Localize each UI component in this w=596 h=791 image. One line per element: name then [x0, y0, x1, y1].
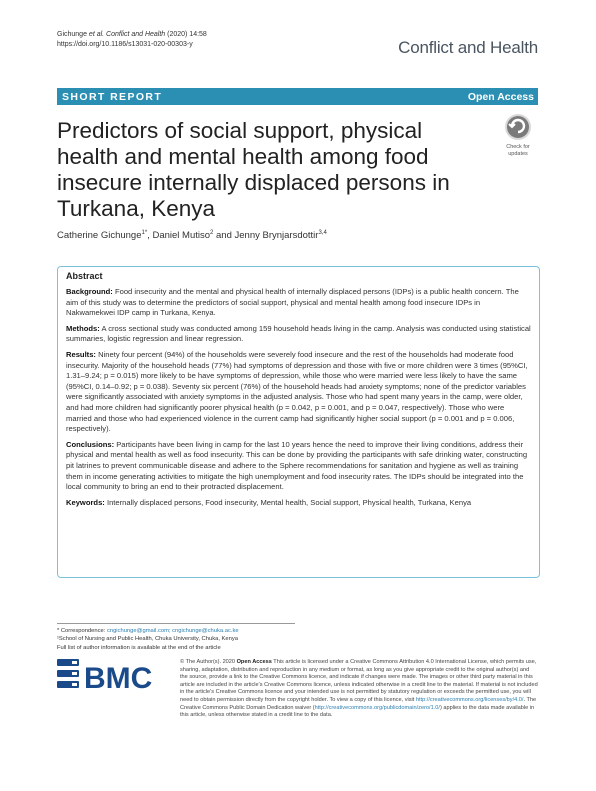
abstract-conclusions: [66, 440, 531, 493]
author-info-note: Full list of author information is available at the end of the article: [57, 644, 221, 651]
license-link-cc0[interactable]: http://creativecommons.org/publicdomain/zero/1.0/: [314, 704, 440, 711]
methods-label: Methods:: [66, 323, 100, 333]
article-type-banner: [57, 88, 538, 105]
abstract-background: [66, 287, 531, 319]
keywords-text: Internally displaced persons, Food insecurity, Mental health, Social support, Physical health, Turkana, Kenya: [106, 497, 472, 507]
author-name: Catherine Gichunge: [57, 230, 142, 242]
license-open-access: Open Access: [236, 659, 272, 665]
affiliation-line: ¹School of Nursing and Public Health, Chuka University, Chuka, Kenya: [57, 636, 238, 643]
author-affiliation: 3,4: [318, 230, 327, 236]
abstract-heading: Abstract: [66, 271, 103, 281]
author-name: Jenny Brynjarsdottir: [234, 230, 319, 242]
correspondence-line: [57, 627, 295, 635]
check-for-updates-icon: [498, 112, 538, 160]
correspondence-prefix: * Correspondence:: [57, 628, 107, 634]
bmc-logo-icon: [57, 657, 169, 695]
citation-line: [57, 30, 207, 40]
license-text-3: ) applies to the data made available in this article, unless otherwise stated in a credit line to the data.: [180, 704, 535, 719]
license-text-1: This article is licensed under a Creative Commons Attribution 4.0 International License, which permits use, sharing, adaptation, distribution and reproduction in any medium or format, as long as you give appropriate credit to the original author(s) and the source, provide a link to the Creative Commons licence, and indicate if changes were made. The images or other third party material in this article are included in the article's Creative Commons licence, unless indicated otherwise in a credit line to the material. If material is not included in the article's Creative Commons licence and your intended use is not permitted by statutory regulation or exceeds the permitted use, you will need to obtain permission directly from the copyright holder. To view a copy of this licence, visit: [180, 659, 538, 703]
keywords-label: Keywords:: [66, 497, 105, 507]
background-label: Background:: [66, 287, 113, 296]
abstract-results: [66, 350, 531, 435]
journal-name: Conflict and Health: [398, 38, 538, 57]
bmc-logo-text: BMC: [84, 662, 153, 695]
author-list: Catherine Gichunge$^{1*}$, Daniel Mutiso$^2$ and Jenny Brynjarsdottir$^{3,4}$: [57, 230, 327, 242]
citation-volume: (2020) 14:58: [165, 31, 207, 38]
author-affiliation: 2: [210, 230, 214, 236]
license-notice: [180, 659, 538, 720]
methods-text: A cross sectional study was conducted among 159 household heads living in the camp. Analysis was conducted using statistical summaries, logistic regression and linear regression.: [66, 323, 531, 344]
abstract-keywords: [66, 498, 531, 509]
abstract-methods: [66, 324, 531, 345]
results-text: Ninety four percent (94%) of the households were severely food insecure and the rest of the households had moderate food insecurity. Majority of the household heads (77%) had symptoms of depression and those with five or more children were 3 times (95%CI, 1.31–9.24; p = 0.015) more likely to be have symptoms of depression, while those who were married were less likely to have the same (95%CI, 0.14–0.92; p = 0.038). Seventy six percent (76%) of the household heads had anxiety symptoms; none of the predictor variables were significantly associated with anxiety symptoms in the adjusted analysis. Those who had spent many years in the camp, were older, and had more children had significantly poorer physical health (p = 0.042, p = 0.001, and p = 0.047, respectively). Those who were married and those who had experienced violence in the current camp had significantly higher social support (p = 0.001 and p = 0.006, respectively).: [66, 349, 528, 434]
open-access-label: Open Access: [467, 91, 534, 103]
badge-line1: Check for: [506, 144, 530, 150]
article-type-label: SHORT REPORT: [62, 91, 163, 103]
citation-header: [57, 30, 207, 50]
citation-journal: et al. Conflict and Health: [88, 31, 166, 38]
results-label: Results:: [66, 349, 96, 359]
article-title: Predictors of social support, physical health and mental health among food insecure internally displaced persons in Turkana, Kenya: [57, 118, 450, 221]
bmc-logo: [57, 657, 169, 695]
doi-link[interactable]: https://doi.org/10.1186/s13031-020-00303-y: [57, 41, 193, 48]
check-for-updates-badge[interactable]: [498, 112, 538, 160]
background-text: Food insecurity and the mental and physical health of internally displaced persons (IDPs) is a public health concern. The aim of this study was to determine the predictors of social support, physical and mental health among food insecure IDPs in Nakwamekwei IDP camp in Turkana, Kenya.: [66, 287, 519, 318]
license-text-2: . The Creative Commons Public Domain Dedication waiver (: [180, 696, 537, 711]
conclusions-label: Conclusions:: [66, 439, 115, 449]
copyright-text: © The Author(s). 2020: [180, 659, 237, 665]
correspondence-emails[interactable]: cngichunge@gmail.com; cngichunge@chuka.ac.ke: [106, 628, 239, 634]
badge-line2: updates: [508, 151, 528, 157]
author-affiliation: 1*: [141, 230, 148, 236]
correspondence-footnote: [57, 623, 295, 652]
author-name: Daniel Mutiso: [152, 230, 211, 242]
conclusions-text: Participants have been living in camp for the last 10 years hence the need to improve their living conditions, address their physical and mental health as well as food insecurity. This can be done by providing the participants with safe drinking water, constructing pit latrines to prevent communicable disease and adhere to the Sphere recommendations for sanitation and hygiene as well as training them in income generating activities to mitigate the high unemployment and food insecurity rates. The IDPs should be integrated into the local community to bring an end to their protracted displacement.: [66, 439, 528, 492]
license-link-cc-by[interactable]: http://creativecommons.org/licenses/by/4.0/: [415, 696, 524, 703]
abstract-box: [57, 266, 540, 578]
citation-authors: Gichunge: [57, 31, 89, 38]
